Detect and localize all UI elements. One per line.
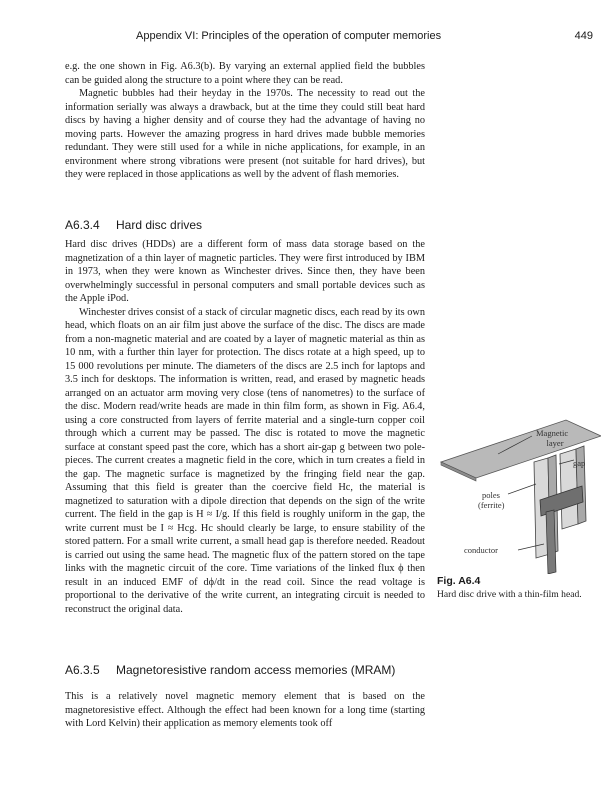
label-poles-line1: poles <box>482 490 500 500</box>
text-block-mram <box>65 690 425 731</box>
figure-caption-text: Hard disc drive with a thin-film head. <box>437 589 582 600</box>
paragraph: Winchester drives consist of a stack of circular magnetic discs, each read by its own head, which floats on an air film just above the surface of the disc. The discs are made from a non-magnetic material and are coated by a layer of magnetic material as thin as 10 nm, with a further thin layer for protection. The discs rotate at a high speed, up to 15 000 revolutions per minute. The diameters of the discs are 2.5 inch for laptops and 3.5 inch for desktops. The information is written, read, and erased by magnetic heads arranged on an actuator arm moving very close (tens of nanometres) to the surface of the disc. Modern read/write heads are made in thin film form, as shown in Fig. A6.4, using a core constructed from layers of ferrite material and a single-turn copper coil through which a current may be passed. The disc is rotated to move the magnetic surface at constant speed past the core, which has a short air-gap g between two pole-pieces. The current creates a magnetic field in the core, which in turn creates a field in the gap. The magnetic surface is magnetized by the fringing field near the gap. Assuming that this field is greater than the coercive field Hc, the material is magnetized to saturation with a dipole direction that depends on the sign of the write current. The field in the gap is H ≈ I/g. If this field is roughly uniform in the gap, the write current must be I ≈ Hcg. Hc should clearly be large, to ensure stability of the stored pattern. For a small write current, a small head gap is therefore needed. Readout is carried out using the same head. The magnetic flux of the pattern stored on the tape links with the magnetic circuit of the core. Time variations of the linked flux ϕ then result in an induced EMF of dϕ/dt in the read coil. Since the read voltage is proportional to the derivative of the write current, an integrating circuit is needed to reconstruct the original data. <box>65 306 425 615</box>
section-number: A6.3.5 <box>65 663 100 677</box>
text-block-bubbles <box>65 60 425 182</box>
section-title: Hard disc drives <box>116 218 203 232</box>
paragraph: This is a relatively novel magnetic memory element that is based on the magnetoresistive effect. Although the effect had been known for a long time (starting with Lord Kelvin) their application as memory elements took off <box>65 691 425 729</box>
running-header-title: Appendix VI: Principles of the operation of computer memories <box>136 30 442 42</box>
figure-thin-film-head <box>436 404 601 574</box>
section-title: Magnetoresistive random access memories (MRAM) <box>116 663 396 677</box>
page-number: 449 <box>574 30 593 42</box>
thin-film-head-diagram <box>436 404 601 574</box>
label-magnetic-layer <box>536 428 568 448</box>
running-header <box>0 30 615 46</box>
section-heading-mram <box>65 663 395 677</box>
paragraph: e.g. the one shown in Fig. A6.3(b). By varying an external applied field the bubbles can be guided along the structure to a point where they can be read. <box>65 61 425 86</box>
label-gap: gap <box>573 458 586 468</box>
leader-poles <box>508 484 536 494</box>
figure-caption <box>437 575 607 600</box>
text-block-hard-disc <box>65 238 425 616</box>
label-poles-line2: (ferrite) <box>478 500 505 510</box>
section-number: A6.3.4 <box>65 218 100 232</box>
section-heading-hard-disc-drives <box>65 218 202 232</box>
conductor-lead <box>546 510 556 574</box>
label-poles <box>478 490 504 510</box>
paragraph: Hard disc drives (HDDs) are a different form of mass data storage based on the magnetization of a thin layer of magnetic particles. They were first introduced by IBM in 1973, when they were known as Winchester drives. Since then, they have been overwhelmingly successful in personal computers and small portable devices such as the Apple iPod. <box>65 239 425 304</box>
figure-number: Fig. A6.4 <box>437 575 481 587</box>
label-magnetic-layer-line2: layer <box>546 438 564 448</box>
paragraph: Magnetic bubbles had their heyday in the 1970s. The necessity to read out the information serially was always a drawback, but at the time they could still beat hard discs by having a higher density and of course they had the advantage of having no moving parts. However the amazing progress in hard drives made bubble memories redundant. They were still used for a while in niche applications, for example, in an environment where strong vibrations were present (not suitable for hard drives), but they were replaced in those applications as well by the advent of flash memories. <box>65 88 425 180</box>
label-conductor: conductor <box>464 545 498 555</box>
label-magnetic-layer-line1: Magnetic <box>536 428 569 438</box>
